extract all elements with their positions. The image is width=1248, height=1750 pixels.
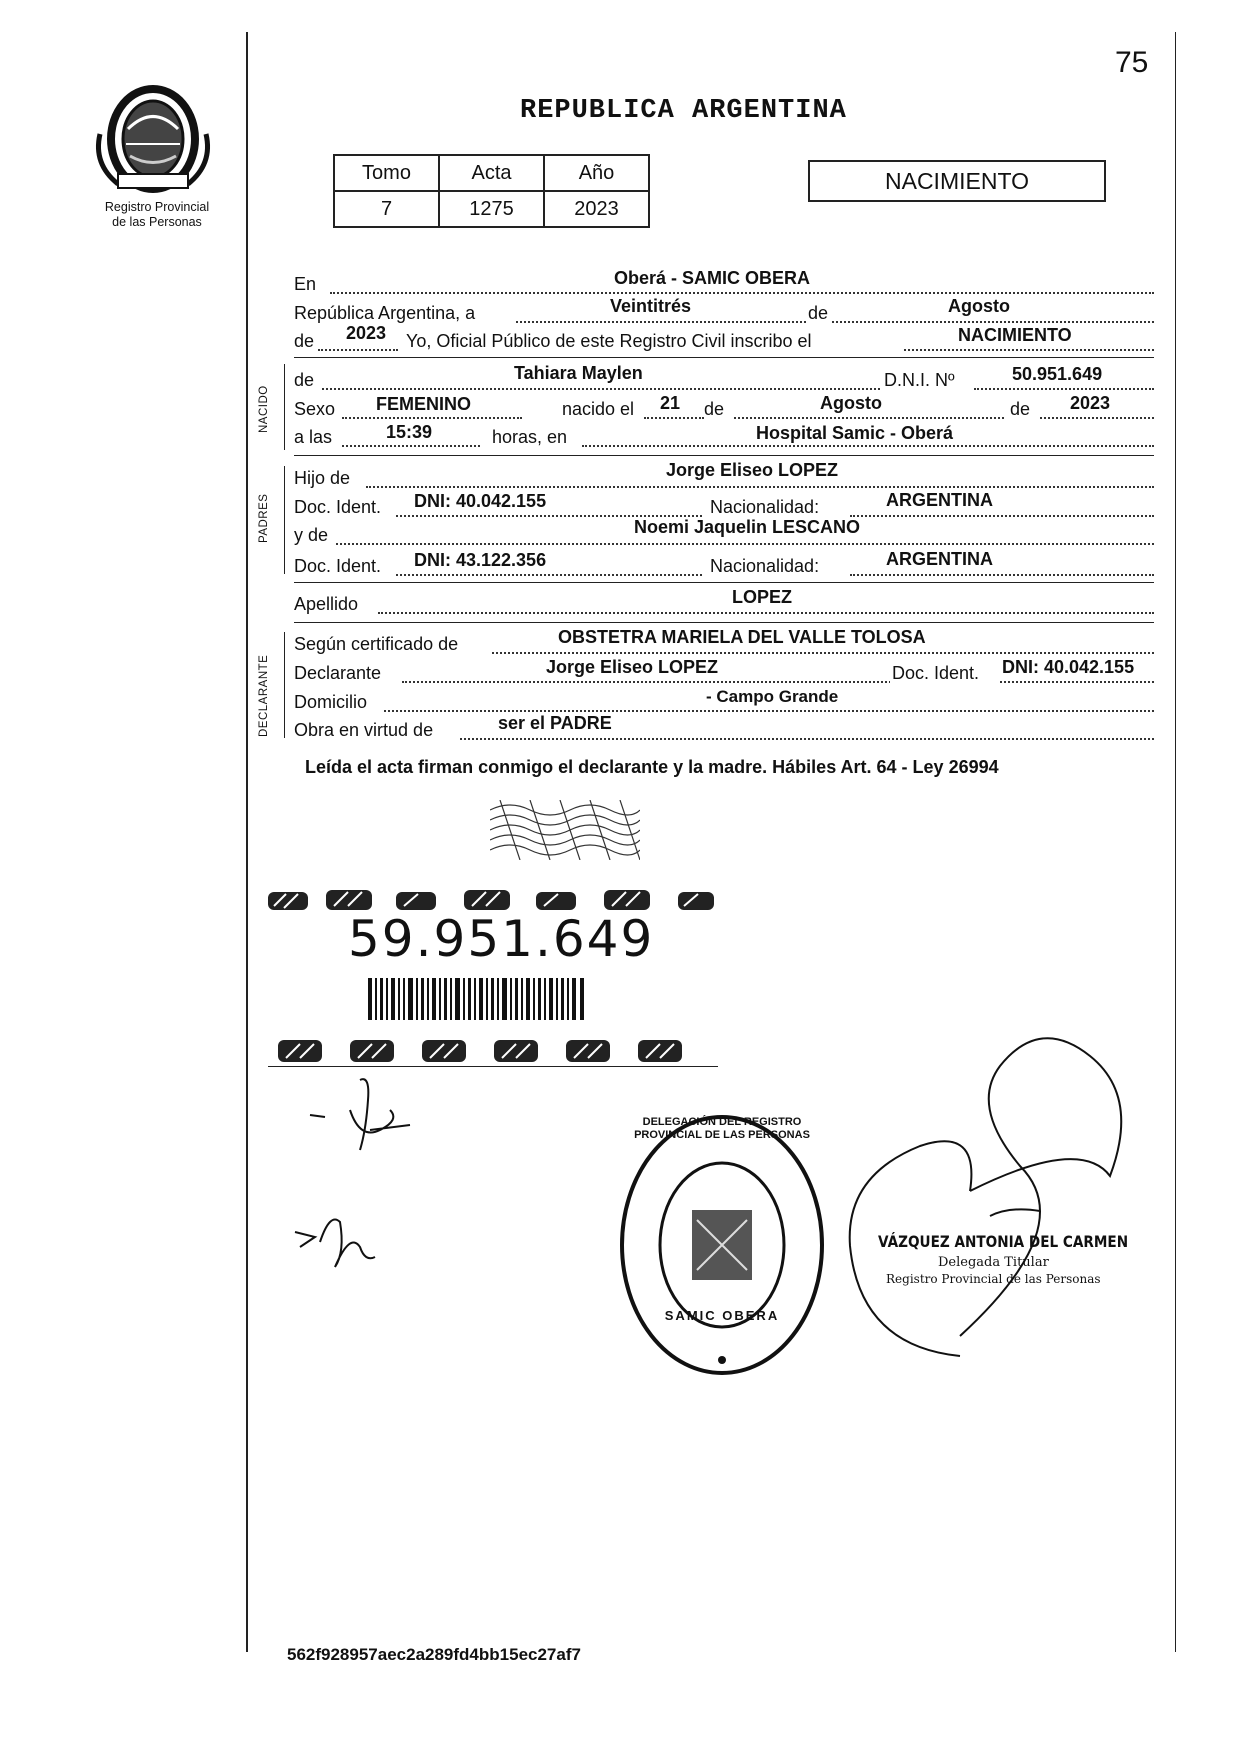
value-declarant: Jorge Eliseo LOPEZ (546, 657, 719, 677)
row-sex (294, 393, 1154, 423)
padres-bracket (284, 466, 285, 574)
mother-signature (290, 1192, 400, 1287)
row-time (294, 422, 1154, 451)
value-month: Agosto (948, 296, 1010, 316)
value-father-nationality: ARGENTINA (886, 490, 993, 510)
label-doc-ident-mother: Doc. Ident. (294, 556, 382, 576)
registry-label-line1: Registro Provincial (104, 200, 210, 214)
header-anio: Año (544, 155, 649, 191)
row-declarant (294, 657, 1154, 687)
label-nacionalidad-mother: Nacionalidad: (710, 556, 820, 576)
label-de-year: de (294, 331, 315, 351)
label-y-de: y de (294, 525, 329, 545)
side-label-nacido: NACIDO (258, 385, 270, 433)
act-type-box: NACIMIENTO (808, 160, 1106, 202)
label-yo-oficial: Yo, Oficial Público de este Registro Civil inscribo el (406, 331, 812, 351)
nacido-bracket (284, 364, 285, 450)
header-tomo: Tomo (334, 155, 439, 191)
registry-stamp (612, 1110, 832, 1385)
label-apellido: Apellido (294, 594, 359, 614)
row-year (294, 323, 1154, 355)
label-nacionalidad-father: Nacionalidad: (710, 497, 820, 517)
row-place (294, 268, 1154, 298)
value-acta: 1275 (439, 191, 544, 227)
barcode (368, 978, 588, 1025)
label-hijo-de: Hijo de (294, 468, 351, 488)
value-sex: FEMENINO (376, 394, 472, 414)
value-mother-nationality: ARGENTINA (886, 549, 993, 569)
divider-1 (294, 357, 1154, 358)
page-number: 75 (1115, 46, 1149, 79)
label-nacido-el: nacido el (562, 399, 635, 419)
official-signature (840, 1016, 1180, 1371)
label-doc-ident-father: Doc. Ident. (294, 497, 382, 517)
label-de-name: de (294, 370, 315, 390)
label-de: de (808, 303, 829, 323)
value-surname: LOPEZ (732, 587, 793, 607)
official-block (878, 1232, 1138, 1286)
row-virtue (294, 713, 1154, 744)
value-father-doc: DNI: 40.042.155 (414, 491, 547, 511)
row-child (294, 363, 1154, 394)
declarant-signature (290, 1070, 430, 1185)
official-title: Delegada Titular (938, 1255, 1049, 1270)
value-birth-month: Agosto (820, 393, 882, 413)
stamp-ring-text: DELEGACIÓN DEL REGISTRO PROVINCIAL DE LAS PERSONAS (634, 1116, 810, 1141)
value-birth-time: 15:39 (386, 422, 433, 442)
row-surname (294, 587, 1154, 618)
value-mother-name: Noemi Jaquelin LESCANO (634, 517, 861, 537)
label-a-las: a las (294, 427, 333, 447)
label-en: En (294, 274, 317, 294)
official-office: Registro Provincial de las Personas (886, 1272, 1101, 1286)
label-sexo: Sexo (294, 399, 336, 419)
label-doc-ident-declarant: Doc. Ident. (892, 663, 980, 683)
value-address: - Campo Grande (706, 687, 839, 706)
label-de-month: de (704, 399, 725, 419)
side-label-declarante: DECLARANTE (258, 654, 270, 737)
row-father (294, 460, 1154, 492)
row-mother (294, 517, 1154, 549)
signature-line (268, 1066, 718, 1067)
label-dni: D.N.I. Nº (884, 370, 955, 390)
value-child-name: Tahiara Maylen (514, 363, 643, 383)
value-place: Oberá - SAMIC OBERA (614, 268, 811, 288)
right-margin-line (1175, 32, 1176, 1652)
side-label-padres: PADRES (258, 493, 270, 543)
stamp-center-text: SAMIC OBERA (664, 1308, 780, 1323)
document-hash: 562f928957aec2a289fd4bb15ec27af7 (287, 1645, 581, 1664)
row-mother-doc (294, 549, 1154, 580)
row-date (294, 296, 1154, 327)
document-title: REPUBLICA ARGENTINA (520, 96, 847, 126)
label-declarante: Declarante (294, 663, 382, 683)
value-tomo: 7 (334, 191, 439, 227)
label-de-birth-year: de (1010, 399, 1031, 419)
closing-note: Leída el acta firman conmigo el declarante y la madre. Hábiles Art. 64 - Ley 26994 (305, 757, 999, 777)
value-child-dni: 50.951.649 (1012, 364, 1103, 384)
label-segun-certificado: Según certificado de (294, 634, 459, 654)
left-margin-line (246, 32, 248, 1652)
value-act: NACIMIENTO (958, 325, 1072, 345)
divider-2 (294, 455, 1154, 456)
label-obra-en-virtud: Obra en virtud de (294, 720, 434, 740)
value-by-virtue-of: ser el PADRE (498, 713, 612, 733)
row-address (294, 687, 1154, 716)
registry-label-line2: de las Personas (112, 215, 202, 229)
value-mother-doc: DNI: 43.122.356 (414, 550, 547, 570)
value-year: 2023 (346, 323, 387, 343)
id-number: 59.951.649 (348, 910, 655, 968)
value-declarant-doc: DNI: 40.042.155 (1002, 657, 1135, 677)
value-father-name: Jorge Eliseo LOPEZ (666, 460, 839, 480)
divider-3 (294, 582, 1154, 583)
registry-label (82, 200, 232, 230)
security-hologram (490, 800, 640, 865)
value-birth-place: Hospital Samic - Oberá (756, 423, 954, 443)
province-seal-logo (88, 84, 218, 199)
label-republica: República Argentina, a (294, 303, 476, 323)
value-birth-year: 2023 (1070, 393, 1111, 413)
value-birth-day: 21 (660, 393, 681, 413)
declarante-bracket (284, 632, 285, 738)
row-certificate (294, 627, 1154, 658)
divider-4 (294, 622, 1154, 623)
value-certificate-by: OBSTETRA MARIELA DEL VALLE TOLOSA (558, 627, 926, 647)
label-domicilio: Domicilio (294, 692, 368, 712)
official-name: VÁZQUEZ ANTONIA DEL CARMEN (878, 1232, 1129, 1251)
value-anio: 2023 (544, 191, 649, 227)
record-table (333, 154, 650, 228)
label-horas-en: horas, en (492, 427, 568, 447)
header-acta: Acta (439, 155, 544, 191)
value-day-words: Veintitrés (610, 296, 692, 316)
